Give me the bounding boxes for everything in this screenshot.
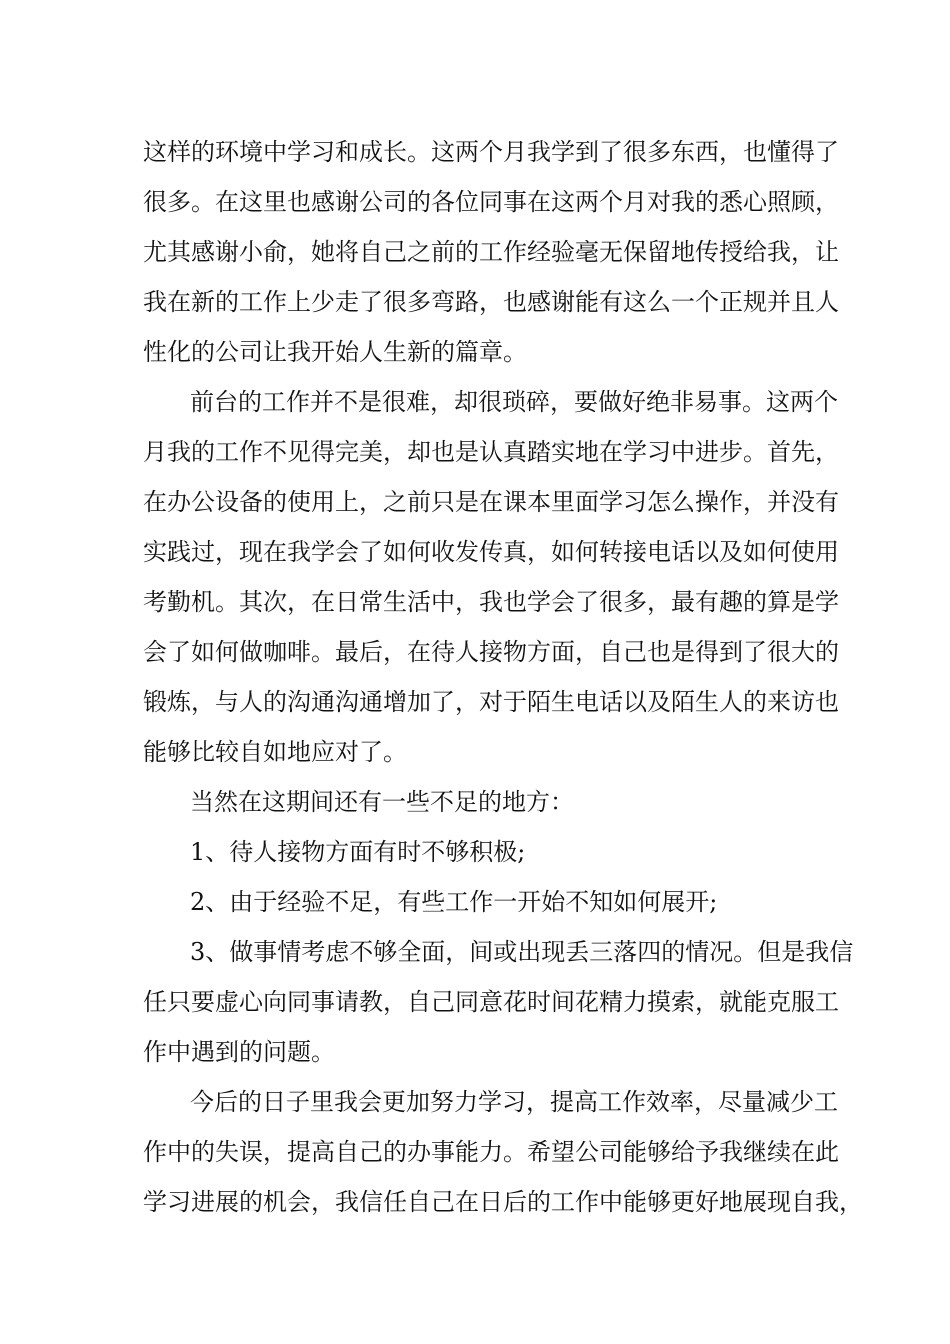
paragraph-2-line-3: 在办公设备的使用上，之前只是在课本里面学习怎么操作，并没有: [143, 488, 839, 516]
paragraph-final-line-2: 作中的失误，提高自己的办事能力。希望公司能够给予我继续在此: [143, 1138, 839, 1166]
paragraph-2-line-4: 实践过，现在我学会了如何收发传真，如何转接电话以及如何使用: [143, 538, 839, 566]
paragraph-2-line-8: 能够比较自如地应对了。: [143, 738, 407, 766]
list-item-2: 2、由于经验不足，有些工作一开始不知如何展开;: [190, 888, 718, 916]
paragraph-1-line-1: 这样的环境中学习和成长。这两个月我学到了很多东西，也懂得了: [143, 138, 839, 166]
paragraph-final-line-1: 今后的日子里我会更加努力学习，提高工作效率，尽量减少工: [190, 1088, 838, 1116]
list-item-1: 1、待人接物方面有时不够积极;: [190, 838, 526, 866]
paragraph-3-line-1: 当然在这期间还有一些不足的地方：: [190, 788, 574, 816]
paragraph-1-line-5: 性化的公司让我开始人生新的篇章。: [143, 338, 527, 366]
paragraph-2-line-7: 锻炼，与人的沟通沟通增加了，对于陌生电话以及陌生人的来访也: [143, 688, 839, 716]
list-item-3-line-1: 3、做事情考虑不够全面，间或出现丢三落四的情况。但是我信: [190, 938, 854, 966]
paragraph-1-line-3: 尤其感谢小俞，她将自己之前的工作经验毫无保留地传授给我，让: [143, 238, 839, 266]
list-item-3-line-3: 作中遇到的问题。: [143, 1038, 335, 1066]
paragraph-2-line-2: 月我的工作不见得完美，却也是认真踏实地在学习中进步。首先，: [143, 438, 839, 466]
paragraph-2-line-5: 考勤机。其次，在日常生活中，我也学会了很多，最有趣的算是学: [143, 588, 839, 616]
paragraph-final-line-3: 学习进展的机会，我信任自己在日后的工作中能够更好地展现自我，: [143, 1188, 863, 1216]
paragraph-2-line-6: 会了如何做咖啡。最后，在待人接物方面，自己也是得到了很大的: [143, 638, 839, 666]
list-item-3-line-2: 任只要虚心向同事请教，自己同意花时间花精力摸索，就能克服工: [143, 988, 839, 1016]
paragraph-1-line-4: 我在新的工作上少走了很多弯路，也感谢能有这么一个正规并且人: [143, 288, 839, 316]
paragraph-2-line-1: 前台的工作并不是很难，却很琐碎，要做好绝非易事。这两个: [190, 388, 838, 416]
paragraph-1-line-2: 很多。在这里也感谢公司的各位同事在这两个月对我的悉心照顾，: [143, 188, 839, 216]
